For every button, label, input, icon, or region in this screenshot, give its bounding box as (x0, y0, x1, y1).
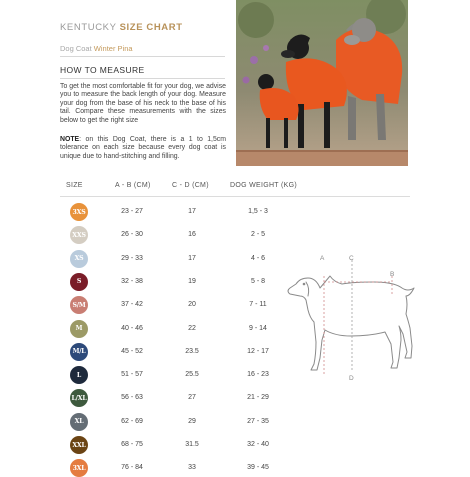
size-badge: M/L (70, 343, 88, 361)
table-cell-cd: 29 (188, 417, 196, 425)
label-a: A (320, 255, 325, 262)
size-badge: M (70, 320, 88, 338)
table-cell-cd: 17 (188, 254, 196, 262)
table-cell-ab: 51 - 57 (121, 371, 143, 379)
table-cell-cd: 17 (188, 208, 196, 215)
table-cell-weight: 39 - 45 (247, 464, 269, 472)
note-label: NOTE (60, 136, 80, 143)
product-category: Dog Coat (60, 44, 94, 53)
label-c: C (349, 255, 354, 262)
table-cell-weight: 5 - 8 (250, 277, 265, 285)
size-badge: S (70, 273, 88, 291)
brand-name: KENTUCKY (60, 22, 120, 33)
how-to-measure-heading: HOW TO MEASURE (60, 65, 145, 75)
note-text: : on this Dog Coat, there is a 1 to 1,5cm tolerance on each size because every dog coat is unique due to hand-stitching and filling. (60, 136, 226, 160)
size-badge: XXS (70, 226, 88, 244)
column-header-cd: C - D (CM) (172, 182, 209, 189)
table-cell-cd: 23.5 (185, 347, 199, 355)
table-cell-weight: 27 - 35 (247, 417, 269, 425)
table-cell-ab: 68 - 75 (121, 441, 143, 448)
divider (60, 56, 225, 57)
divider (60, 78, 225, 79)
brand-title (60, 22, 183, 33)
table-cell-weight: 12 - 17 (247, 347, 269, 355)
table-cell-ab: 29 - 33 (121, 254, 143, 262)
tolerance-note (60, 136, 226, 161)
table-cell-cd: 25.5 (185, 371, 199, 379)
table-cell-weight: 32 - 40 (247, 441, 269, 448)
table-cell-cd: 33 (188, 464, 196, 472)
size-badge: L/XL (70, 389, 88, 407)
table-cell-cd: 20 (188, 301, 196, 309)
table-cell-weight: 7 - 11 (249, 301, 267, 309)
product-photo (236, 0, 408, 166)
table-cell-weight: 16 - 23 (247, 371, 269, 379)
table-cell-ab: 37 - 42 (121, 301, 143, 309)
size-badge: XL (70, 413, 88, 431)
table-cell-ab: 62 - 69 (121, 417, 143, 425)
table-cell-ab: 76 - 84 (121, 464, 143, 472)
column-header-ab: A - B (CM) (115, 182, 151, 189)
table-cell-ab: 23 - 27 (121, 208, 143, 215)
size-badge: 3XL (70, 459, 88, 477)
size-badge: XS (70, 250, 88, 268)
table-cell-ab: 45 - 52 (121, 347, 143, 355)
label-b: B (390, 271, 395, 278)
table-cell-weight: 2 - 5 (250, 231, 265, 239)
size-badge: 3XS (70, 203, 88, 221)
table-cell-weight: 21 - 29 (247, 394, 269, 402)
label-d: D (349, 375, 354, 380)
size-chart-title: SIZE CHART (119, 22, 183, 33)
size-badge: S/M (70, 296, 88, 314)
column-header-weight: DOG WEIGHT (KG) (230, 182, 297, 189)
table-cell-weight: 1,5 - 3 (248, 208, 268, 215)
table-cell-cd: 19 (188, 277, 196, 285)
table-cell-cd: 31.5 (185, 441, 199, 448)
table-cell-ab: 32 - 38 (121, 277, 143, 285)
product-name: Winter Pina (93, 44, 133, 53)
table-cell-weight: 4 - 6 (250, 254, 265, 262)
table-cell-weight: 9 - 14 (249, 324, 267, 332)
product-subtitle (60, 44, 133, 53)
table-cell-cd: 22 (188, 324, 196, 332)
size-badge: XXL (70, 436, 88, 454)
table-cell-ab: 56 - 63 (121, 394, 143, 402)
table-cell-ab: 40 - 46 (121, 324, 143, 332)
measure-instructions: To get the most comfortable fit for your dog, we advise you to measure the back length of your dog. Measure your dog from the base of his neck to the base of his tail. Compare these measurements with the sizes below to get the right size (60, 83, 226, 124)
size-badge: L (70, 366, 88, 384)
table-cell-cd: 27 (188, 394, 196, 402)
table-cell-cd: 16 (188, 231, 196, 239)
dog-outline-icon (280, 250, 430, 380)
divider (60, 196, 410, 197)
table-cell-ab: 26 - 30 (121, 231, 143, 239)
dogs-in-orange-coats-photo (236, 0, 408, 166)
column-header-size: SIZE (66, 182, 83, 189)
